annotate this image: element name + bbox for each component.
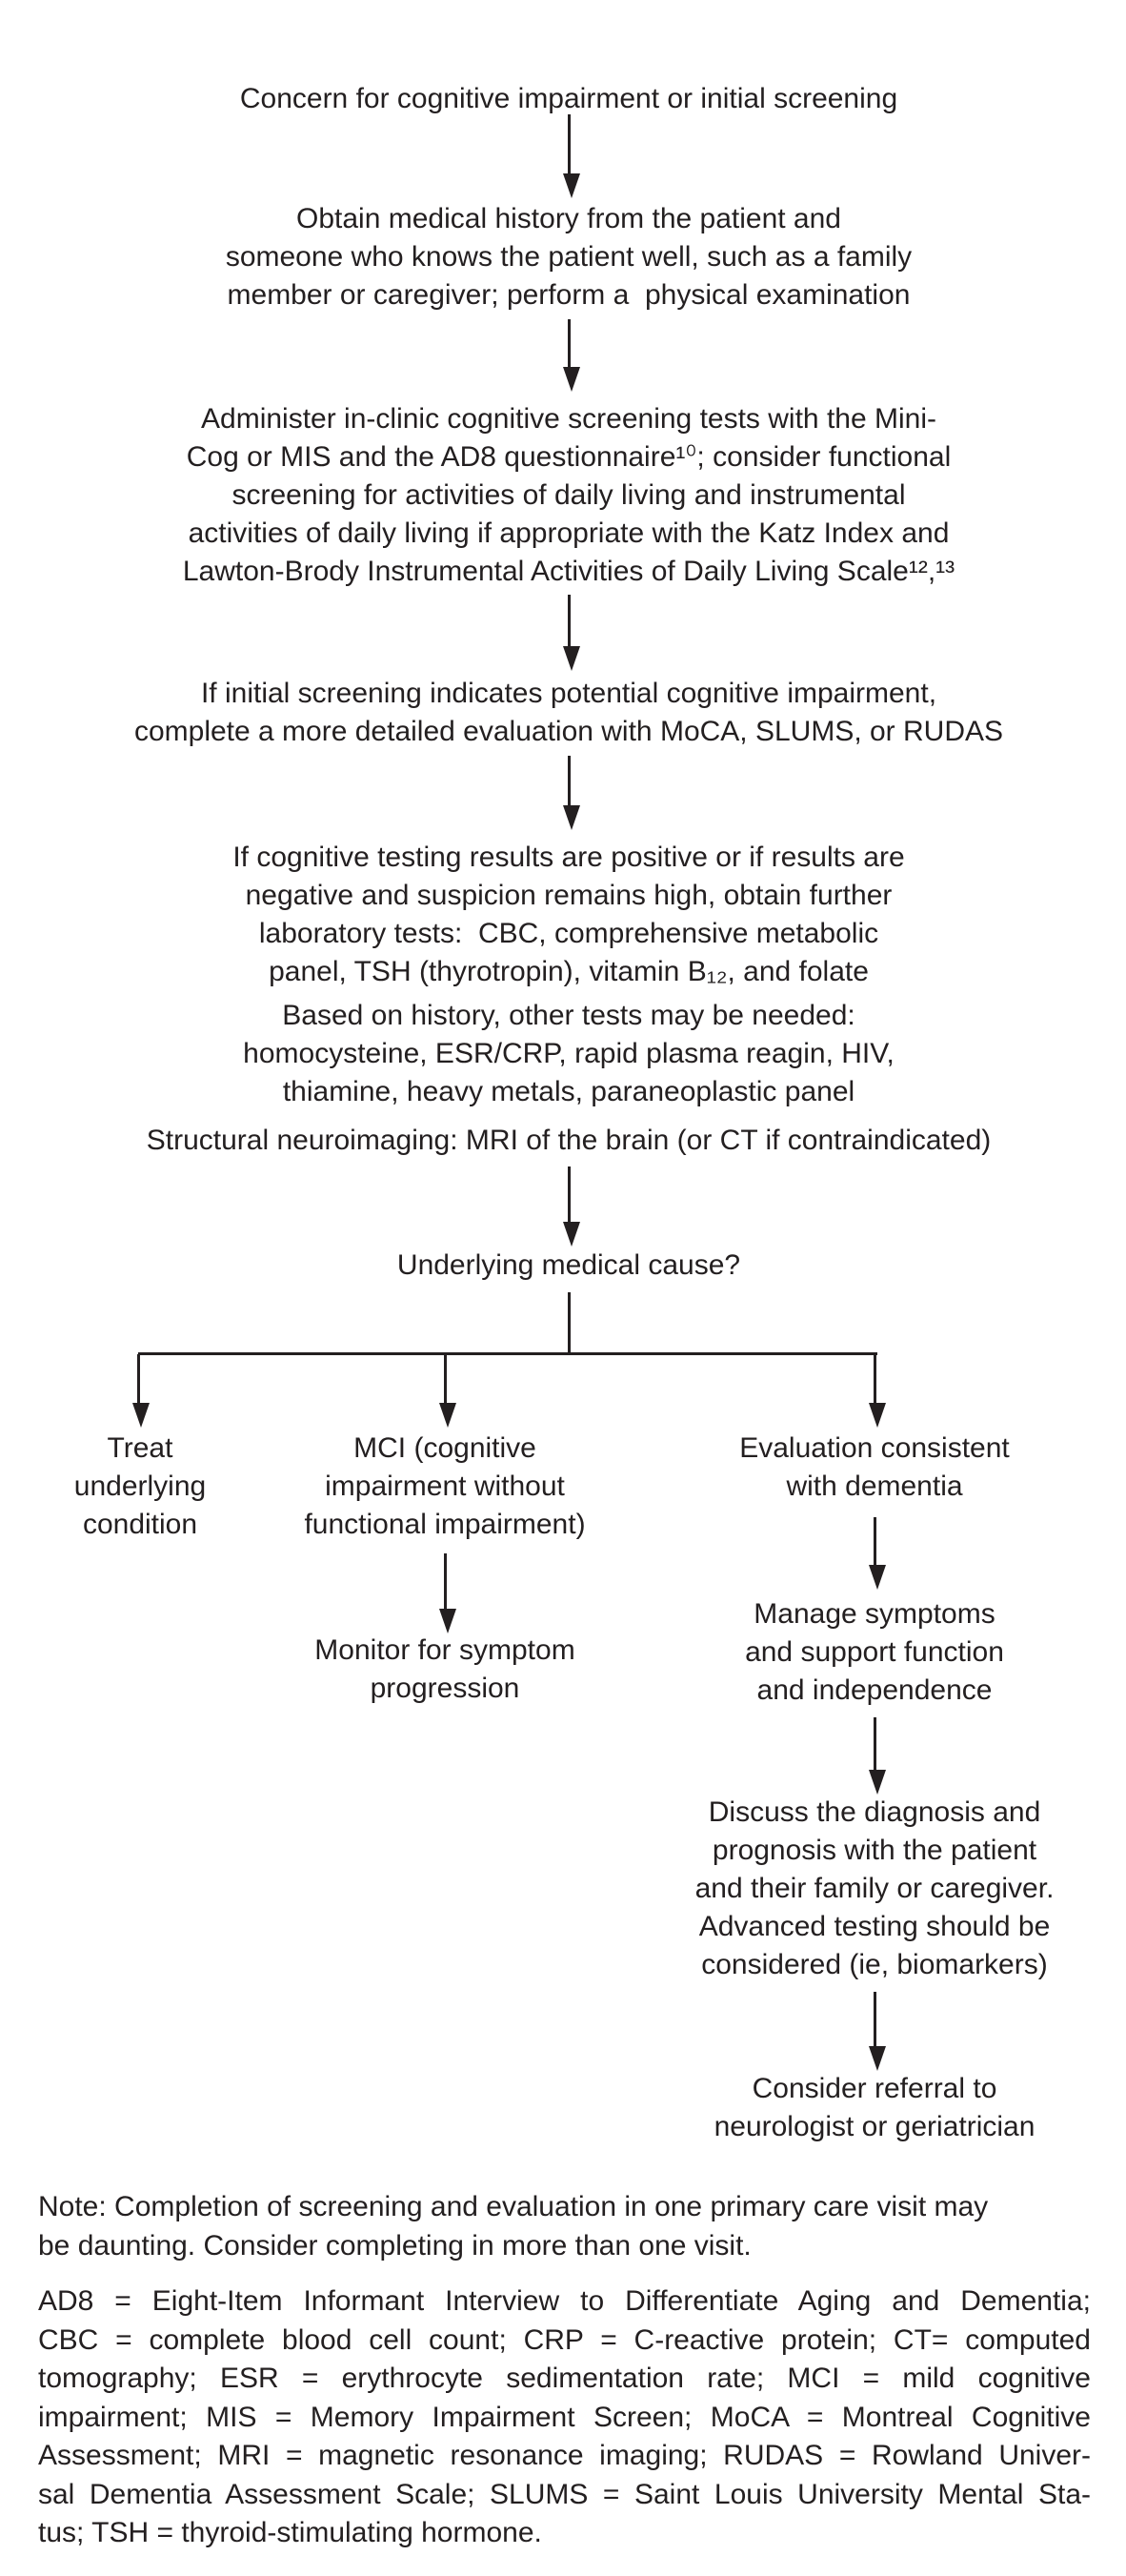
arrow-down-icon: [874, 1992, 876, 2047]
text-line: someone who knows the patient well, such as a family: [225, 241, 913, 273]
text-line: sal Dementia Assessment Scale; SLUMS = Saint Louis University Mental Sta-: [38, 2478, 1091, 2510]
text-line: complete a more detailed evaluation with MoCA, SLUMS, or RUDAS: [133, 716, 1004, 747]
node-decision-underlying-cause: [397, 1247, 740, 1285]
text-line: negative and suspicion remains high, obtain further: [245, 880, 893, 911]
text-line: Manage symptoms: [754, 1598, 995, 1630]
text-line: considered (ie, biomarkers): [701, 1949, 1048, 1980]
text-line: AD8 = Eight-Item Informant Interview to Differentiate Aging and Dementia;: [38, 2285, 1091, 2317]
node-screening-tests: [183, 400, 955, 591]
footnote-note: [38, 2188, 1091, 2265]
node-dementia-evaluation: [739, 1430, 1010, 1506]
text-line: If cognitive testing results are positive or if results are: [232, 842, 905, 873]
text-line: screening for activities of daily living and instrumental: [231, 479, 906, 511]
node-detailed-evaluation: [134, 675, 1003, 751]
text-line: Cog or MIS and the AD8 questionnaire¹⁰; consider functional: [186, 441, 952, 473]
text-line: Structural neuroimaging: MRI of the brain (or CT if contraindicated): [146, 1125, 992, 1156]
arrow-down-icon: [444, 1354, 447, 1404]
arrow-down-icon: [874, 1517, 876, 1566]
node-other-tests: [243, 997, 895, 1111]
text-line: neurologist or geriatrician: [714, 2111, 1036, 2142]
text-line: Obtain medical history from the patient and: [296, 203, 841, 234]
text-line: Discuss the diagnosis and: [708, 1796, 1041, 1828]
text-line: Administer in-clinic cognitive screening tests with the Mini-: [201, 403, 936, 435]
text-line: Based on history, other tests may be needed:: [282, 1000, 855, 1031]
text-line: Treat: [107, 1432, 173, 1464]
text-line: Underlying medical cause?: [396, 1249, 741, 1281]
arrow-down-icon: [568, 319, 571, 368]
arrow-down-icon: [137, 1354, 140, 1404]
node-manage-symptoms: [745, 1595, 1004, 1710]
arrow-down-icon: [874, 1354, 876, 1404]
text-line: Monitor for symptom: [314, 1634, 575, 1666]
node-laboratory-tests: [232, 839, 904, 991]
text-line: tus; TSH = thyroid-stimulating hormone.: [38, 2517, 542, 2548]
text-line: prognosis with the patient: [712, 1835, 1037, 1866]
arrow-down-icon: [568, 595, 571, 647]
arrow-down-icon: [444, 1553, 447, 1610]
text-line: progression: [370, 1673, 520, 1704]
text-line: member or caregiver; perform a physical examination: [227, 279, 911, 311]
text-line: If initial screening indicates potential cognitive impairment,: [200, 678, 937, 709]
text-line: with dementia: [786, 1471, 963, 1502]
text-line: Assessment; MRI = magnetic resonance imaging; RUDAS = Rowland Univer-: [38, 2440, 1091, 2471]
text-line: tomography; ESR = erythrocyte sedimentation rate; MCI = mild cognitive: [38, 2363, 1091, 2394]
text-line: Note: Completion of screening and evaluation in one primary care visit may: [38, 2191, 989, 2222]
footnote-abbreviations: [38, 2282, 1091, 2553]
node-mci: [304, 1430, 585, 1544]
branch-horizontal-line: [138, 1352, 877, 1355]
node-discuss-diagnosis: [695, 1794, 1055, 1984]
text-line: Concern for cognitive impairment or initial screening: [239, 83, 898, 114]
text-line: CBC = complete blood cell count; CRP = C-reactive protein; CT= computed: [38, 2323, 1091, 2356]
text-line: activities of daily living if appropriate with the Katz Index and: [188, 517, 950, 549]
text-line: impairment; MIS = Memory Impairment Screen; MoCA = Montreal Cognitive: [38, 2401, 1091, 2433]
node-medical-history: [226, 200, 912, 314]
text-line: and their family or caregiver.: [694, 1873, 1055, 1904]
branch-stem-line: [568, 1292, 571, 1355]
text-line: homocysteine, ESR/CRP, rapid plasma reagin, HIV,: [243, 1038, 895, 1069]
text-line: MCI (cognitive: [353, 1432, 536, 1464]
node-monitor-progression: [314, 1632, 574, 1708]
node-neuroimaging: [147, 1122, 992, 1160]
text-line: and support function: [745, 1636, 1004, 1668]
text-line: panel, TSH (thyrotropin), vitamin B₁₂, and folate: [269, 956, 869, 987]
node-initial-concern: [240, 80, 897, 118]
text-line: functional impairment): [304, 1509, 586, 1540]
text-line: be daunting. Consider completing in more than one visit.: [38, 2229, 752, 2262]
node-consider-referral: [714, 2070, 1036, 2146]
text-line: condition: [82, 1509, 198, 1540]
arrow-down-icon: [568, 1166, 571, 1223]
text-line: underlying: [73, 1471, 207, 1502]
arrow-down-icon: [568, 114, 571, 174]
text-line: impairment without: [325, 1471, 565, 1502]
text-line: Lawton-Brody Instrumental Activities of Daily Living Scale¹²,¹³: [182, 556, 955, 587]
text-line: and independence: [756, 1674, 993, 1706]
node-treat-underlying-condition: [74, 1430, 206, 1544]
text-line: thiamine, heavy metals, paraneoplastic panel: [282, 1076, 855, 1107]
text-line: laboratory tests: CBC, comprehensive metabolic: [258, 918, 879, 949]
text-line: Advanced testing should be: [698, 1911, 1051, 1942]
arrow-down-icon: [874, 1717, 876, 1771]
arrow-down-icon: [568, 756, 571, 806]
text-line: Evaluation consistent: [739, 1432, 1010, 1464]
text-line: Consider referral to: [752, 2073, 997, 2104]
